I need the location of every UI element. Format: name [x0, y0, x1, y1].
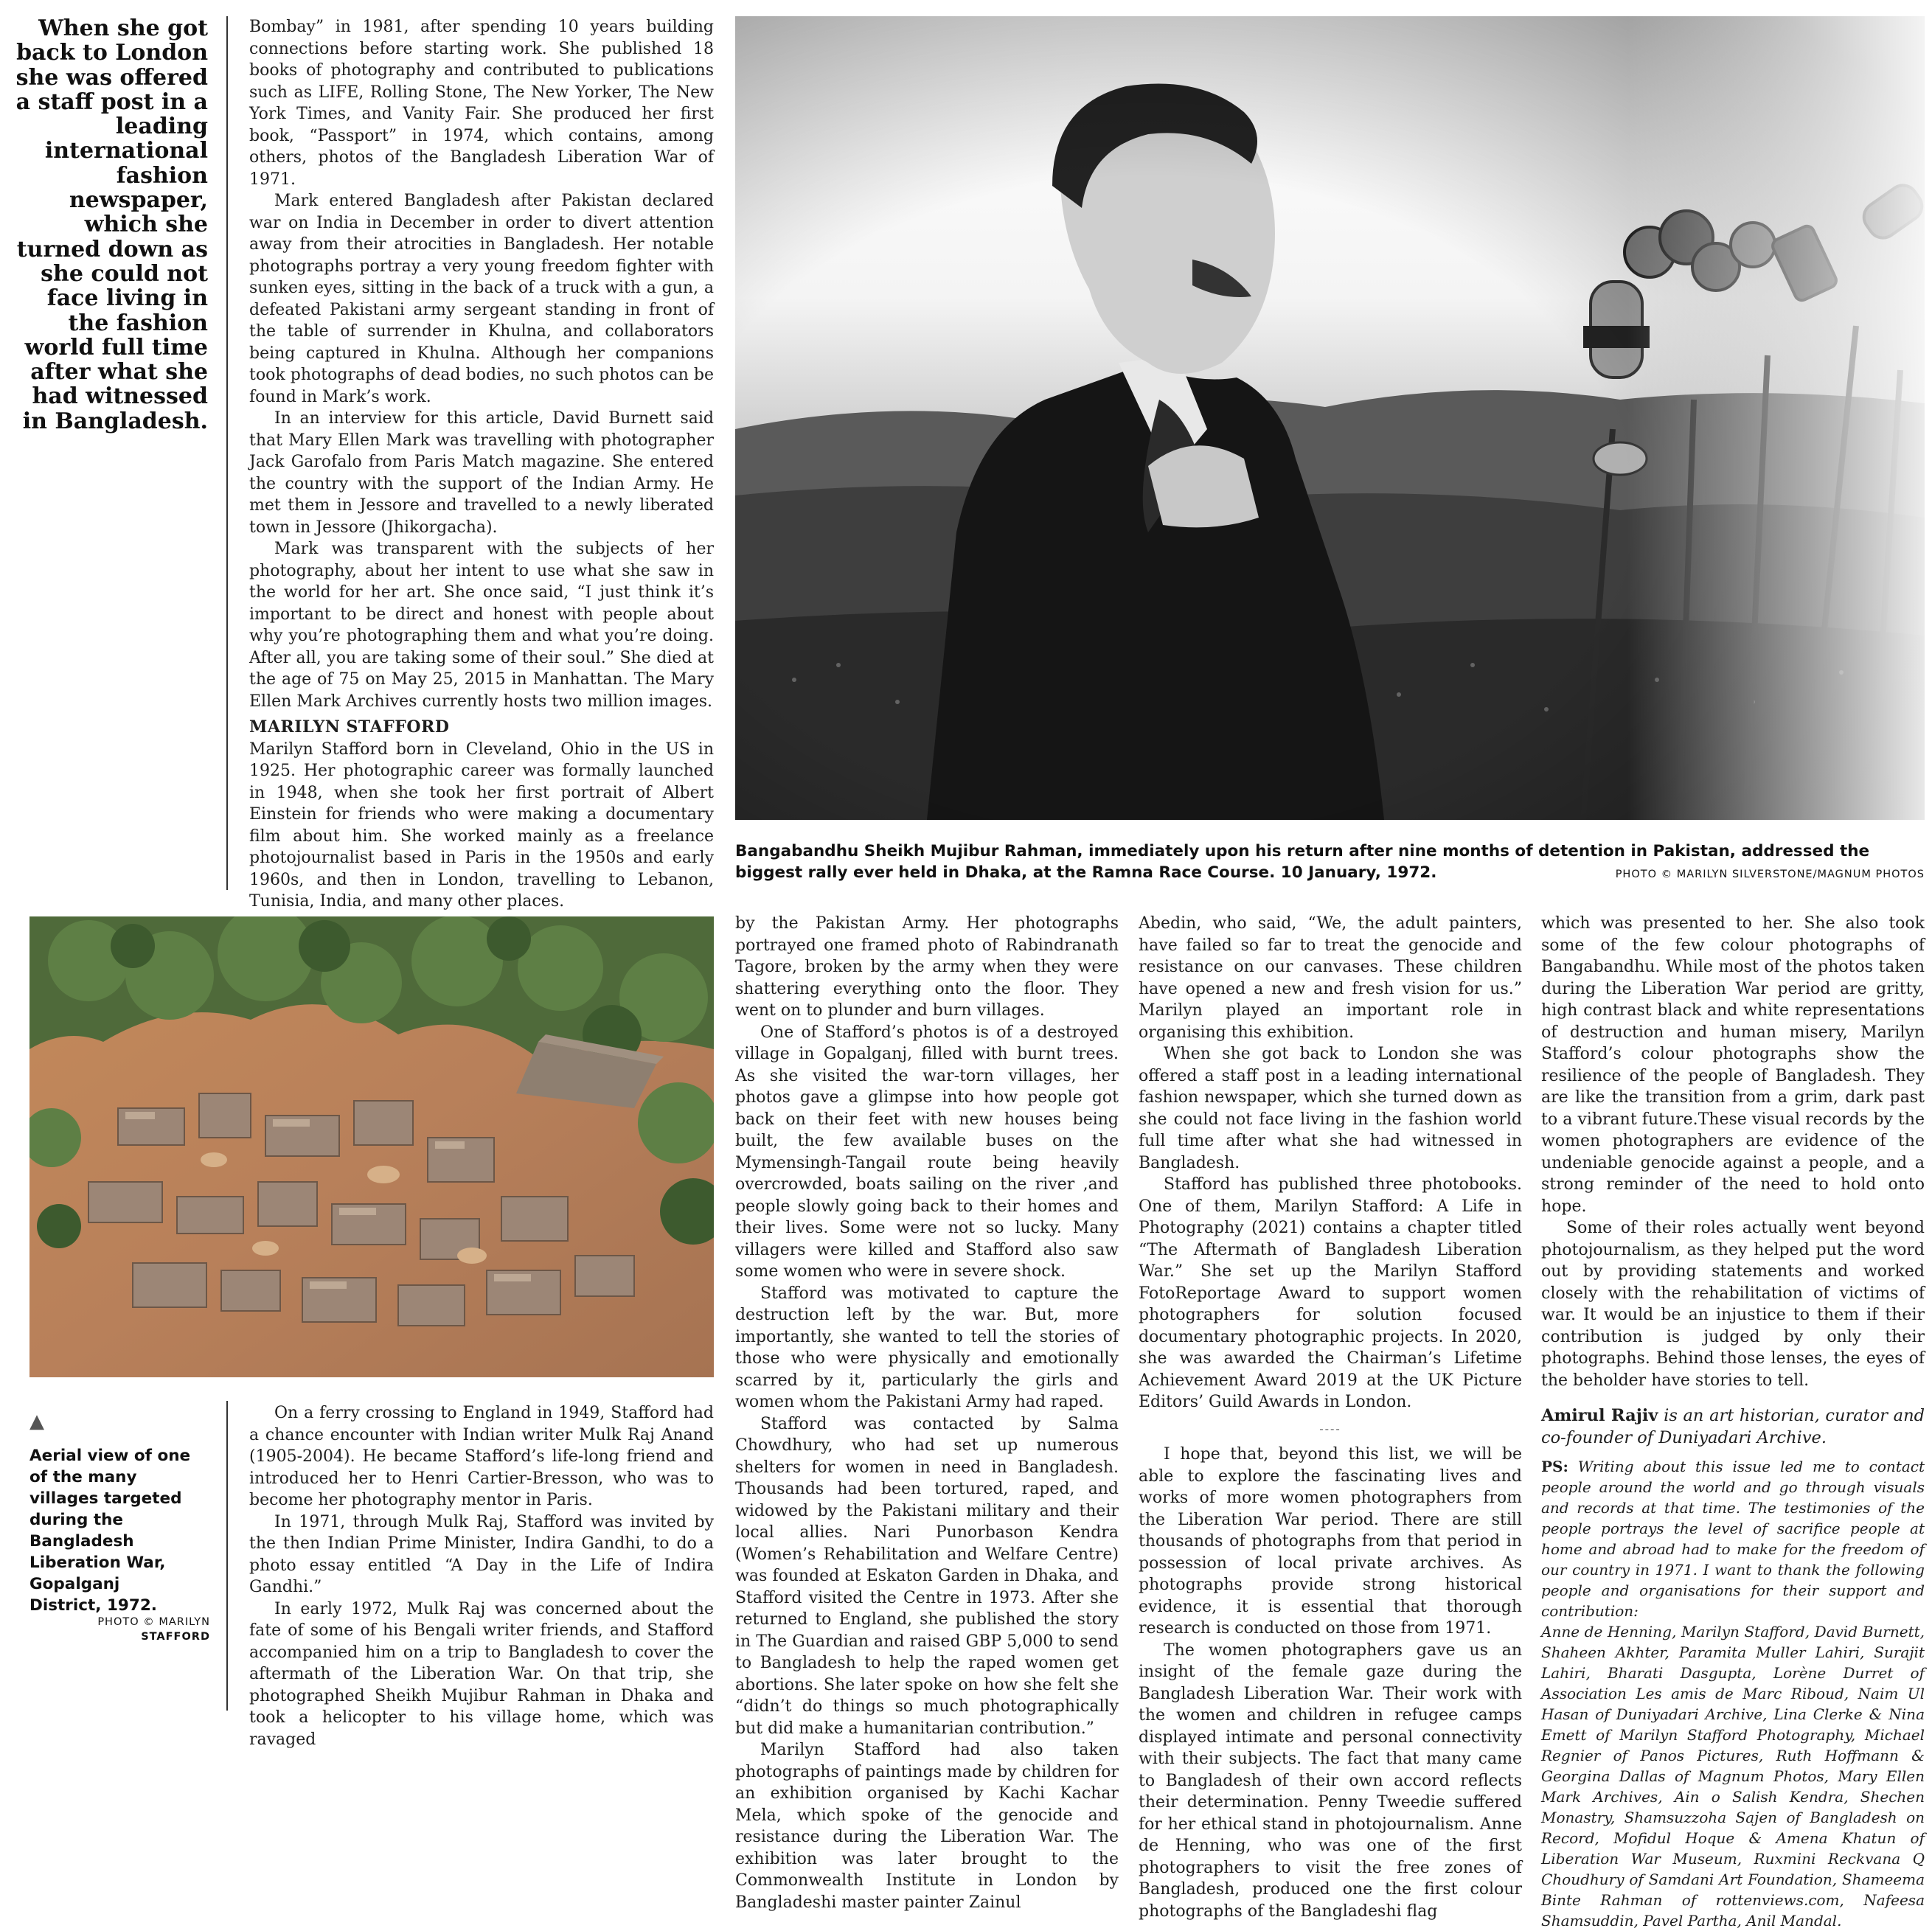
paragraph: Stafford was motivated to capture the destruction left by the war. But, more importantly, she wanted to tell the stories of those who were physically and emotionally scarred by it, particularly the girls and women whom the Pakistani Army had raped.: [735, 1284, 1119, 1411]
paragraph: One of Stafford’s photos is of a destroyed village in Gopalganj, filled with burnt trees. As she visited the war-torn villages, her photos gave a glimpse into how people got back on their feet with new houses being built, the few available buses on the Mymensingh-Tangail route being heavily overcrowded, boats sailing on the river ,and people slowly going back to their homes and their lives. Some were not so lucky. Many villagers were killed and Stafford also saw some women who were in severe shock.: [735, 1023, 1119, 1281]
paragraph: I hope that, beyond this list, we will be able to explore the fascinating lives and works of more women photographers from the Liberation War period. There are still thousands of photographs from that period in possession of local private archives. As photographs provide strong historical evidence, it is essential that thorough research is conducted on those from 1971.: [1139, 1445, 1522, 1638]
aerial-photo-credit: [29, 1615, 210, 1644]
paragraph: Abedin, who said, “We, the adult painters, have failed so far to treat the genocide and resistance on our canvases. These children have opened a new and fresh vision for us.” Marilyn played an important role in organising this exhibition.: [1139, 914, 1522, 1042]
paragraph: Some of their roles actually went beyond photojournalism, as they helped put the word out by providing statements and worked closely with the rehabilitation of victims of war. It would be an injustice to them if their contribution is judged by only their photographs. Behind those lenses, the eyes of the beholder have stories to tell.: [1541, 1219, 1925, 1390]
section-separator: ----: [1319, 1421, 1341, 1436]
paragraph: When she got back to London she was offered a staff post in a leading international fashion newspaper, which she turned down as she could not face living in the fashion world full time after what she had witnessed in Bangladesh.: [1139, 1045, 1522, 1172]
paragraph: In early 1972, Mulk Raj was concerned about the fate of some of his Bengali writer friends, and Stafford accompanied him on a trip to Bangladesh to cover the aftermath of the Liberation War. On that trip, she photographed Sheikh Mujibur Rahman in Dhaka and took a helicopter to his village home, which was ravaged: [249, 1599, 714, 1749]
paragraph: Stafford was contacted by Salma Chowdhury, who had set up numerous shelters for women in need in Bangladesh. Thousands had been tortured, raped, and widowed by the Pakistani military and their local allies. Nari Punorbason Kendra (Women’s Rehabilitation and Welfare Centre) was founded at Eskaton Garden in Dhaka, and Stafford visited the Centre in 1973. After she returned to England, she published the story in The Guardian and raised GBP 5,000 to send to Bangladesh to help the raped women get abortions. She later spoke on how she felt she “didn’t do things so much photographically but did make a humanitarian contribution.”: [735, 1414, 1119, 1738]
author-name: Amirul Rajiv: [1541, 1406, 1658, 1425]
postscript: [1541, 1456, 1925, 1621]
paragraph: Marilyn Stafford born in Cleveland, Ohio in the US in 1925. Her photographic career was formally launched in 1948, when she took her first portrait of Albert Einstein for friends who were making a documentary film about him. She worked mainly as a freelance photojournalist based in Paris in the 1950s and early 1960s, and then in London, travelling to Lebanon, Tunisia, India, and many other places.: [249, 740, 714, 911]
aerial-photo-caption: Aerial view of one of the many villages targeted during the Bangladesh Liberation War, Gopalganj District, 1972.: [29, 1447, 191, 1615]
column-rule: [226, 1401, 228, 1711]
paragraph: Mark was transparent with the subjects of her photography, about her intent to use what she saw in the world for her art. She once said, “I just think it’s important to be direct and honest with people about why you’re photographing them and what you’re doing. After all, you are taking some of their soul.” She died at the age of 75 on May 25, 2015 in Manhattan. The Mary Ellen Mark Archives currently hosts two million images.: [249, 540, 714, 711]
paragraph: In an interview for this article, David Burnett said that Mary Ellen Mark was travelling with photographer Jack Garofalo from Paris Match magazine. She entered the country with the support of the Indian Army. He met them in Jessore and travelled to a newly liberated town in Jessore (Jhikorgacha).: [249, 409, 714, 537]
paragraph: by the Pakistan Army. Her photographs portrayed one framed photo of Rabindranath Tagore, broken by the army when they were shattering everything onto the floor. They went on to plunder and burn villages.: [735, 914, 1119, 1020]
ps-text: Writing about this issue led me to contact people around the world and go through visuals and records at that time. The testimonies of the people portrays the level of sacrifice people at home and abroad had to make for the freedom of our country in 1971. I want to thank the following people and organisations for their support and contribution:: [1541, 1458, 1925, 1620]
paragraph: In 1971, through Mulk Raj, Stafford was invited by the then Indian Prime Minister, Indira Gandhi, to do a photo essay entitled “A Day in the Life of Indira Gandhi.”: [249, 1512, 714, 1596]
pull-quote: When she got back to London she was offered a staff post in a leading international fashion newspaper, which she turned down as she could not face living in the fashion world full time after what she had witnessed in Bangladesh.: [15, 15, 208, 434]
speaker-photo-image: [735, 16, 1925, 820]
article-column-bottom-4: [1541, 913, 1925, 1931]
paragraph: Stafford has published three photobooks. One of them, Marilyn Stafford: A Life in Photography (2021) contains a chapter titled “The Aftermath of Bangladesh Liberation War.” She set up the Marilyn Stafford FotoReportage Award to support women photographers for solution focused documentary photographic projects. In 2020, she was awarded the Chairman’s Lifetime Achievement Award 2019 at the UK Picture Editors’ Guild Awards in London.: [1139, 1175, 1522, 1411]
paragraph: which was presented to her. She also took some of the few colour photographs of Bangabandhu. While most of the photos taken during the Liberation War period are gritty, high contrast black and white representations of destruction and human misery, Marilyn Stafford’s colour photographs show the resilience of the people of Bangladesh. They are like the transition from a grim, dark past to a vibrant future.These visual records by the women photographers are evidence of the undeniable genocide against a people, and a strong reminder of the need to hold onto hope.: [1541, 914, 1925, 1216]
subheading: MARILYN STAFFORD: [249, 717, 450, 737]
article-column-bottom-1: [249, 1402, 714, 1750]
article-column-bottom-2: [735, 913, 1119, 1913]
main-photo-caption: Bangabandhu Sheikh Mujibur Rahman, immediately upon his return after nine months of detention in Pakistan, addressed the biggest rally ever held in Dhaka, at the Ramna Race Course. 10 January, 1972.: [735, 842, 1870, 882]
main-photo-credit: PHOTO © MARILYN SILVERSTONE/MAGNUM PHOTOS: [1615, 869, 1925, 880]
triangle-up-icon: ▲: [29, 1410, 44, 1433]
column-rule: [226, 16, 228, 890]
credit-line: STAFFORD: [141, 1631, 210, 1643]
paragraph: Bombay” in 1981, after spending 10 years building connections before starting work. She published 18 books of photography and contributed to publications such as LIFE, Rolling Stone, The New Yorker, The New York Times, and Vanity Fair. She produced her first book, “Passport” in 1974, which contains, among others, photos of the Bangladesh Liberation War of 1971.: [249, 18, 714, 189]
aerial-village-image: [29, 916, 714, 1377]
ps-label: PS:: [1541, 1458, 1568, 1475]
article-column-bottom-3: [1139, 913, 1522, 1922]
credit-line: PHOTO © MARILYN: [97, 1616, 210, 1628]
main-photo: [735, 16, 1925, 820]
paragraph: Marilyn Stafford had also taken photographs of paintings made by children for an exhibition organised by Kachi Kachar Mela, which spoke of the genocide and resistance during the Liberation War. The exhibition was later brought to the Commonwealth Institute in London by Bangladeshi master painter Zainul: [735, 1741, 1119, 1912]
paragraph: The women photographers gave us an insight of the female gaze during the Bangladesh Liberation War. Their work with the women and children in refugee camps displayed intimate and personal connectivity with their subjects. The fact that many came to Bangladesh of their own accord reflects their determination. Penny Tweedie suffered for her ethical stand in photojournalism. Anne de Henning, who was one of the first photographers to visit the free zones of Bangladesh, produced one the first colour photographs of the Bangladeshi flag: [1139, 1641, 1522, 1921]
author-bio: [1541, 1405, 1925, 1449]
acknowledgements: Anne de Henning, Marilyn Stafford, David Burnett, Shaheen Akhter, Paramita Muller Lahiri, Surajit Lahiri, Bharati Dasgupta, Lorène Durret of Association Les amis de Marc Riboud, Naim Ul Hasan of Duniyadari Archive, Lina Clerke & Nina Emett of Marilyn Stafford Photography, Michael Regnier of Panos Pictures, Ruth Hoffmann & Georgina Dallas of Magnum Photos, Mary Ellen Mark Archives, Ain o Salish Kendra, Shechen Monastry, Shamsuzzoha Sajen of Bangladesh on Record, Mofidul Hoque & Amena Khatun of Liberation War Museum, Ruxmini Reckvana Q Choudhury of Samdani Art Foundation, Shameema Binte Rahman of rottenviews.com, Nafeesa Shamsuddin, Pavel Partha, Anil Mandal.: [1541, 1623, 1925, 1930]
author-bio-text: is an art historian, curator and co-founder of Duniyadari Archive.: [1541, 1406, 1925, 1447]
paragraph: On a ferry crossing to England in 1949, Stafford had a chance encounter with Indian writer Mulk Raj Anand (1905-2004). He became Stafford’s life-long friend and introduced her to Henri Cartier-Bresson, who was to become her photography mentor in Paris.: [249, 1404, 714, 1509]
article-column-top: [249, 16, 714, 913]
paragraph: Mark entered Bangladesh after Pakistan declared war on India in December in order to divert attention away from their atrocities in Bangladesh. Her notable photographs portray a very young freedom fighter with sunken eyes, sitting in the back of a truck with a gun, a defeated Pakistani army sergeant standing in front of the table of surrender in Khulna, and collaborators being captured in Khulna. Although her companions took photographs of dead bodies, no such photos can be found in Mark’s work.: [249, 192, 714, 406]
aerial-photo: [29, 916, 714, 1377]
